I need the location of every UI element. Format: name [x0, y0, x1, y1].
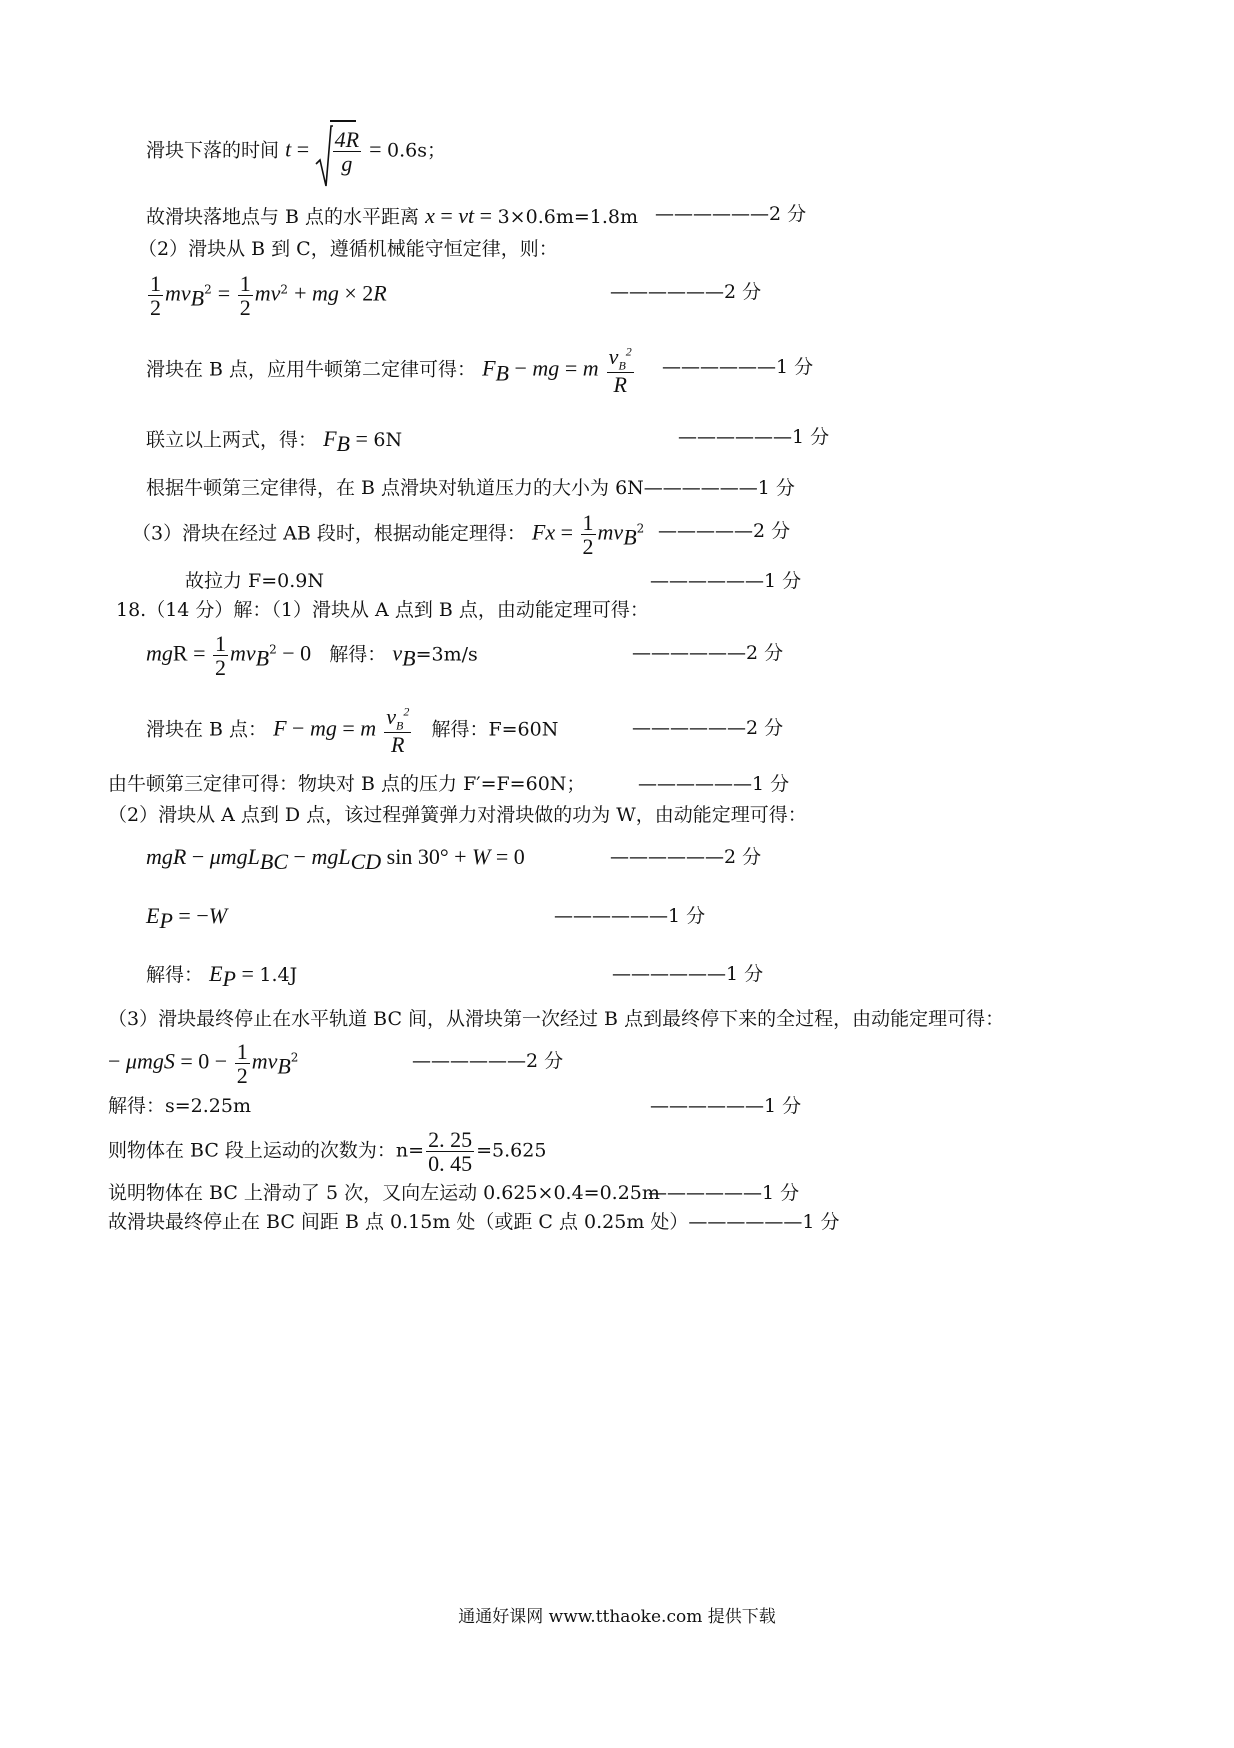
distance-result: 解得：s=2.25m	[108, 1095, 251, 1117]
potential-energy-result: 解得： $E_P = 1.4J$	[146, 961, 298, 991]
newton-third-law-line: 根据牛顿第三定律得，在 B 点滑块对轨道压力的大小为 6N——————1 分	[146, 477, 795, 499]
work-energy-line: （3）滑块在经过 AB 段时，根据动能定理得： Fx = $\frac{1}{2}$ $mv_B^2$	[132, 510, 645, 560]
force-at-B-line: 滑块在 B 点： F − mg = m $\frac{v_B^2}{R}$ 解得：F=60N	[146, 704, 559, 757]
score-mark: ——————1 分	[662, 356, 814, 378]
score-mark: ——————2 分	[632, 642, 784, 664]
section-3-18-heading: （3）滑块最终停止在水平轨道 BC 间，从滑块第一次经过 B 点到最终停下来的全过程，由动能定理可得：	[108, 1008, 1005, 1030]
friction-work-equation: − μmgS = 0 − $\frac{1}{2}$ $mv_B^2$	[108, 1039, 299, 1089]
sqrt-expression: $\frac{4R}{g}$	[315, 128, 363, 175]
work-equation-AD: mgR − μmgL$_{BC}$ − mgL$_{CD}$ sin 30° + W = 0	[146, 844, 525, 874]
horizontal-distance-line: 故滑块落地点与 B 点的水平距离 x = vt = 3×0.6m=1.8m	[146, 203, 638, 228]
score-mark: ——————2 分	[655, 203, 807, 225]
score-mark: —————2 分	[658, 520, 791, 542]
fall-time-line: 滑块下落的时间 t = $\frac{4R}{g}$ = 0.6s；	[146, 128, 446, 175]
score-mark: ——————1 分	[648, 1182, 800, 1204]
pull-force-line: 故拉力 F=0.9N	[185, 570, 324, 592]
potential-energy-equation: $E_P = -W$	[146, 903, 228, 933]
pressure-on-B-line: 由牛顿第三定律可得：物块对 B 点的压力 F′=F=60N；	[108, 773, 586, 795]
score-mark: ——————1 分	[554, 905, 706, 927]
newton-second-law-line: 滑块在 B 点，应用牛顿第二定律可得： $F_B$ − mg = m $\frac{v_B^2}{R}$	[146, 344, 632, 397]
score-mark: ——————1 分	[650, 570, 802, 592]
slide-count-line: 说明物体在 BC 上滑动了 5 次，又向左运动 0.625×0.4=0.25m	[108, 1182, 660, 1204]
count-line: 则物体在 BC 段上运动的次数为：n= $\frac{2. 25}{0. 45}$ =5.625	[108, 1127, 547, 1177]
score-mark: ——————1 分	[638, 773, 790, 795]
problem-18-heading: 18.（14 分）解：（1）滑块从 A 点到 B 点，由动能定理可得：	[116, 599, 649, 621]
score-mark: ——————2 分	[610, 846, 762, 868]
score-mark: ——————1 分	[612, 963, 764, 985]
section-2-heading: （2）滑块从 B 到 C，遵循机械能守恒定律，则：	[138, 238, 558, 260]
combined-result-line: 联立以上两式，得： $F_B = 6N$	[146, 426, 403, 456]
energy-equation-18: mgR = $\frac{1}{2}$ $mv_B^2 - 0$ 解得： $v_B=3m/s$	[146, 631, 478, 681]
score-mark: ——————2 分	[412, 1050, 564, 1072]
final-position-line: 故滑块最终停止在 BC 间距 B 点 0.15m 处（或距 C 点 0.25m 处）——————1 分	[108, 1211, 840, 1233]
section-2-18-heading: （2）滑块从 A 点到 D 点，该过程弹簧弹力对滑块做的功为 W，由动能定理可得：	[108, 804, 807, 826]
score-mark: ——————1 分	[678, 426, 830, 448]
score-mark: ——————2 分	[632, 717, 784, 739]
score-mark: ——————2 分	[610, 281, 762, 303]
score-mark: ——————1 分	[650, 1095, 802, 1117]
footer: 通通好课网 www.tthaoke.com 提供下载	[458, 1607, 776, 1627]
energy-equation: $\frac{1}{2}$ $mv_B^2$ = $\frac{1}{2}$ $mv^2$ + mg × 2R	[150, 271, 387, 321]
